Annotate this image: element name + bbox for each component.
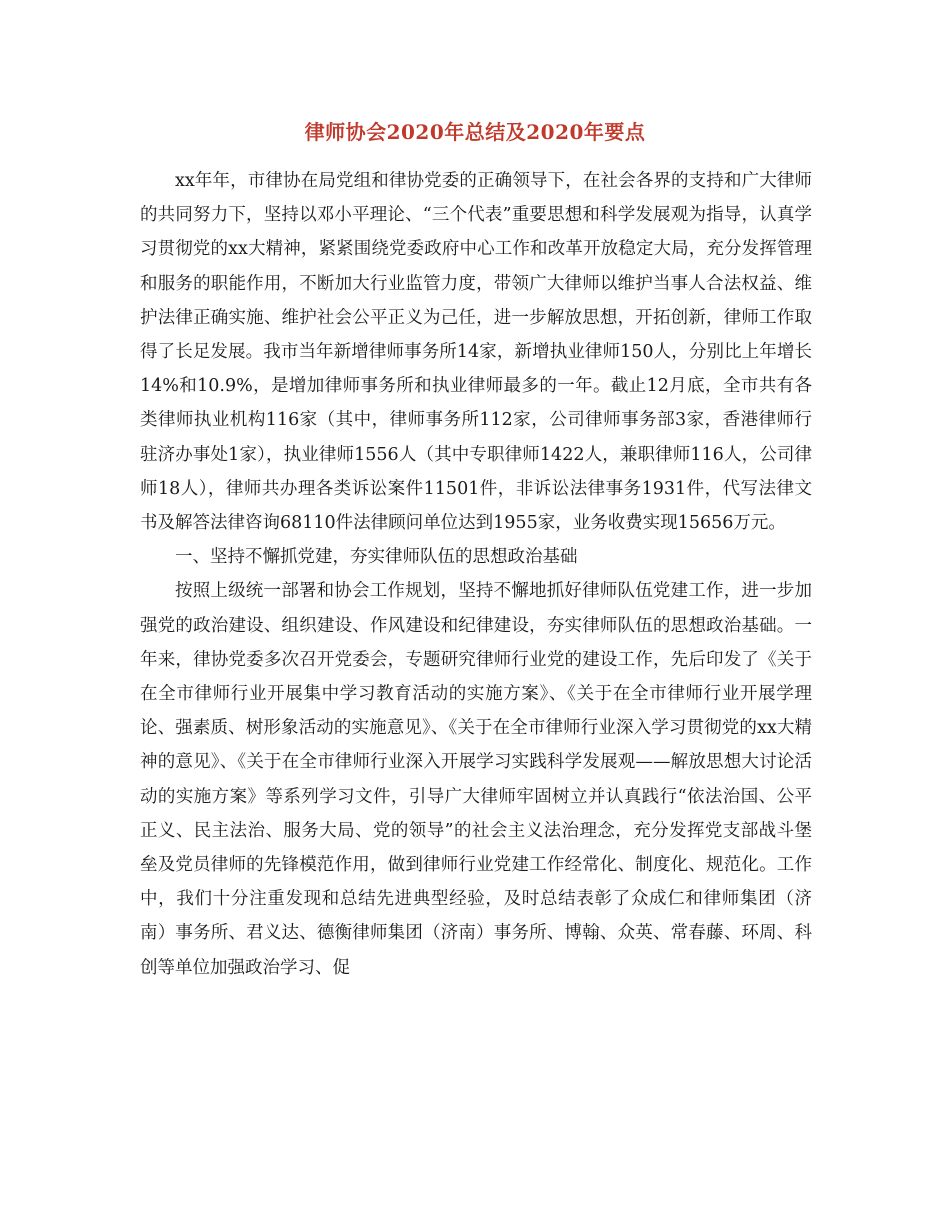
intro-paragraph: xx年年，市律协在局党组和律协党委的正确领导下，在社会各界的支持和广大律师的共同努力下，坚持以邓小平理论、“三个代表”重要思想和科学发展观为指导，认真学习贯彻党的xx大精神，紧紧围绕党委政府中心工作和改革开放稳定大局，充分发挥管理和服务的职能作用，不断加大行业监管力度，带领广大律师以维护当事人合法权益、维护法律正确实施、维护社会公平正义为己任，进一步解放思想，开拓创新，律师工作取得了长足发展。我市当年新增律师事务所14家，新增执业律师150人，分别比上年增长14%和10.9%，是增加律师事务所和执业律师最多的一年。截止12月底，全市共有各类律师执业机构116家（其中，律师事务所112家，公司律师事务部3家，香港律师行驻济办事处1家），执业律师1556人（其中专职律师1422人，兼职律师116人，公司律师18人），律师共办理各类诉讼案件11501件，非诉讼法律事务1931件，代写法律文书及解答法律咨询68110件法律顾问单位达到1955家，业务收费实现15656万元。 — [140, 171, 812, 534]
section-paragraph: 按照上级统一部署和协会工作规划，坚持不懈地抓好律师队伍党建工作，进一步加强党的政治建设、组织建设、作风建设和纪律建设，夯实律师队伍的思想政治基础。一年来，律协党委多次召开党委会，专题研究律师行业党的建设工作，先后印发了《关于在全市律师行业开展集中学习教育活动的实施方案》、《关于在全市律师行业开展学理论、强素质、树形象活动的实施意见》、《关于在全市律师行业深入学习贯彻党的xx大精神的意见》、《关于在全市律师行业深入开展学习实践科学发展观——解放思想大讨论活动的实施方案》等系列学习文件，引导广大律师牢固树立并认真践行“依法治国、公平正义、民主法治、服务大局、党的领导”的社会主义法治理念，充分发挥党支部战斗堡垒及党员律师的先锋模范作用，做到律师行业党建工作经常化、制度化、规范化。工作中，我们十分注重发现和总结先进典型经验，及时总结表彰了众成仁和律师集团（济南）事务所、君义达、德衡律师集团（济南）事务所、博翰、众英、常春藤、环周、科创等单位加强政治学习、促 — [140, 581, 812, 978]
document-title: 律师协会2020年总结及2020年要点 — [304, 120, 646, 144]
document-body — [140, 164, 812, 985]
section-heading: 一、坚持不懈抓党建，夯实律师队伍的思想政治基础 — [175, 547, 578, 568]
